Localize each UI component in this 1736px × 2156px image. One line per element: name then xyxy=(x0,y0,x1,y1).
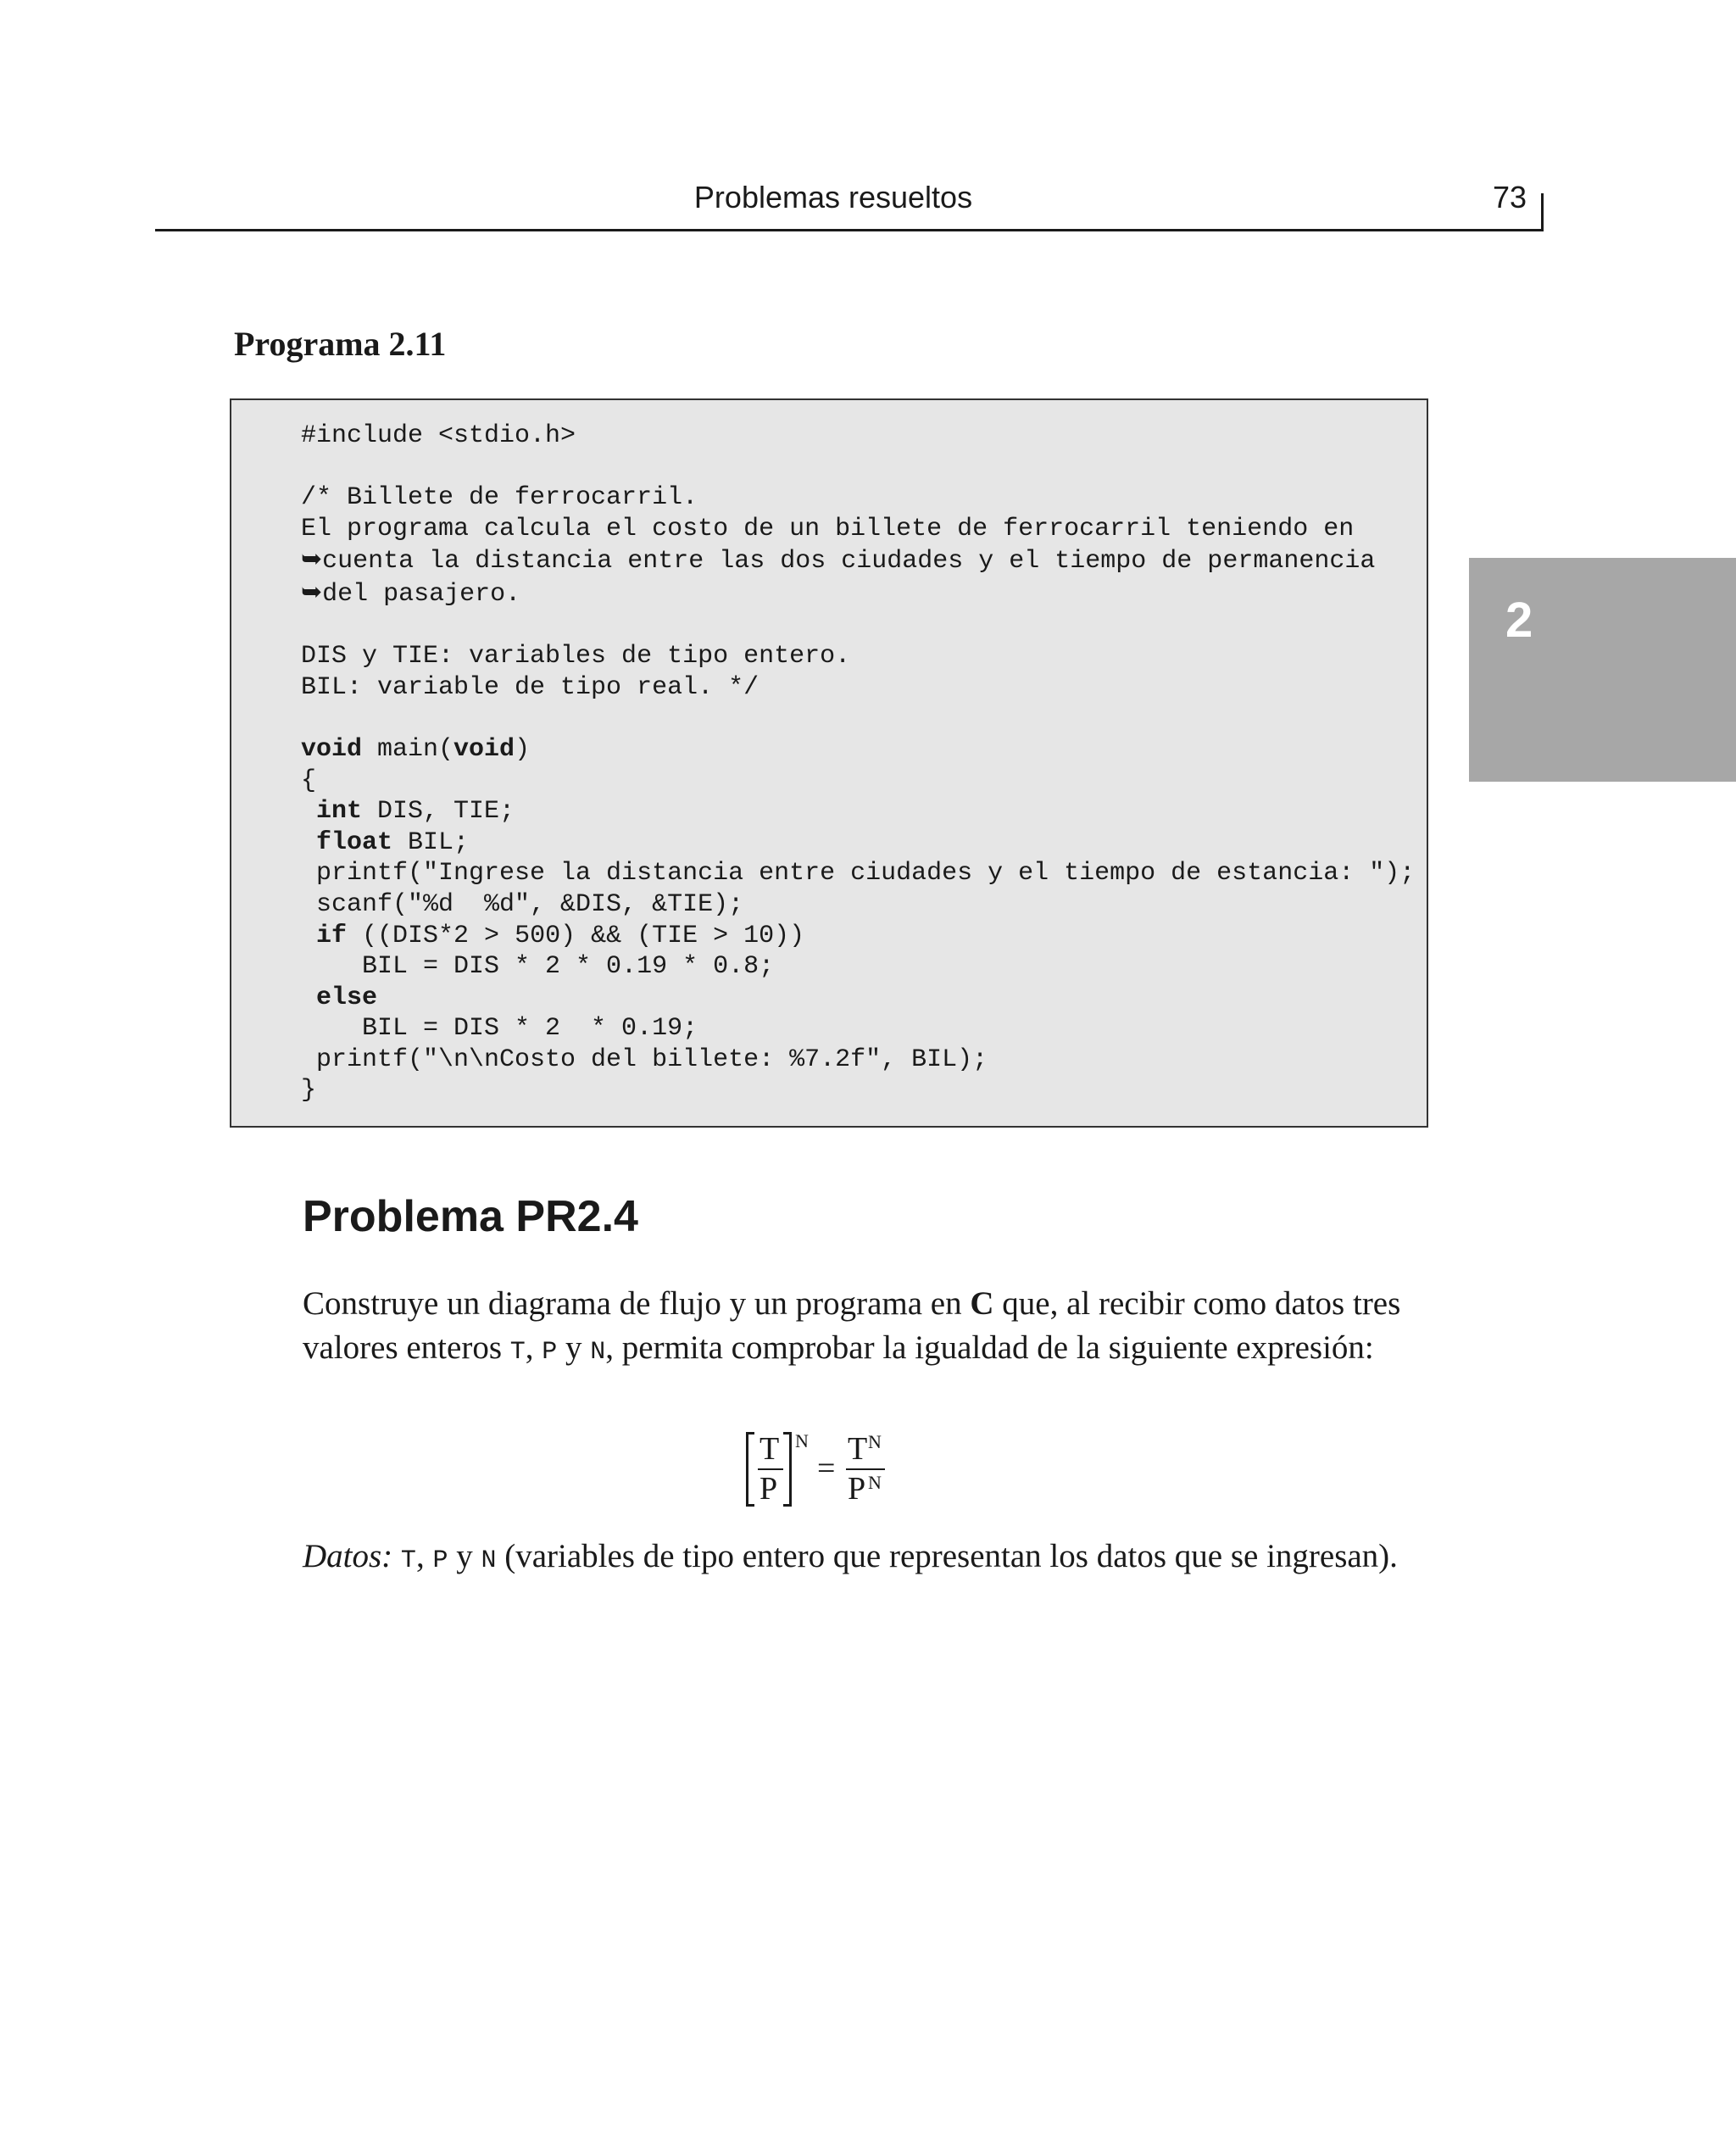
code-include: #include <stdio.h> xyxy=(301,421,576,450)
code-keyword: else xyxy=(316,983,378,1012)
separator: y xyxy=(557,1329,591,1366)
datos-label: Datos: xyxy=(303,1538,393,1574)
equals-sign: = xyxy=(817,1451,836,1486)
code-comment-line: /* Billete de ferrocarril. xyxy=(301,483,698,513)
separator: y xyxy=(448,1538,481,1574)
line-continuation-arrow-icon: ➥ xyxy=(301,577,323,607)
program-label: Programa 2.11 xyxy=(234,325,447,363)
equation xyxy=(746,1429,915,1513)
code-text: ((DIS*2 > 500) && (TIE > 10)) xyxy=(347,921,805,950)
statement-text: que, al recibir como datos tres valores enteros xyxy=(303,1285,1401,1366)
code-text: main( xyxy=(362,734,454,764)
code-keyword: void xyxy=(453,734,515,764)
separator: , xyxy=(415,1538,433,1574)
datos-line xyxy=(303,1535,1489,1583)
code-keyword: if xyxy=(316,921,348,950)
code-keyword: float xyxy=(316,827,393,857)
code-text: ) xyxy=(515,734,531,764)
code-text: } xyxy=(301,1076,317,1106)
chapter-tab xyxy=(1469,558,1736,782)
variable-n: N xyxy=(481,1546,497,1575)
chapter-number: 2 xyxy=(1505,593,1533,648)
code-text: scanf("%d %d", &DIS, &TIE); xyxy=(301,889,744,919)
lhs-exponent: N xyxy=(795,1430,809,1451)
rhs-denominator-exponent: N xyxy=(868,1472,882,1493)
statement-text: Construye un diagrama de flujo y un programa en xyxy=(303,1285,971,1322)
rhs-numerator-exponent: N xyxy=(868,1431,882,1452)
rhs-fraction-bar xyxy=(846,1468,885,1470)
code-text: DIS, TIE; xyxy=(362,797,515,827)
left-bracket xyxy=(746,1432,754,1507)
problem-title: Problema PR2.4 xyxy=(303,1192,638,1241)
datos-description: (variables de tipo entero que representan los datos que se ingresan). xyxy=(496,1538,1398,1574)
running-title: Problemas resueltos xyxy=(693,180,973,214)
rhs-numerator: T xyxy=(848,1431,868,1467)
line-continuation-arrow-icon: ➥ xyxy=(301,544,323,575)
code-text: BIL = DIS * 2 * 0.19; xyxy=(301,1014,698,1044)
code-text: BIL = DIS * 2 * 0.19 * 0.8; xyxy=(301,952,775,982)
lhs-numerator: T xyxy=(760,1431,780,1467)
separator: , xyxy=(525,1329,542,1366)
code-block xyxy=(301,421,1415,1106)
page-number-rule xyxy=(1541,193,1544,231)
code-comment-line: El programa calcula el costo de un billete de ferrocarril teniendo en xyxy=(301,514,1355,543)
code-text: { xyxy=(301,766,317,795)
rhs-denominator: P xyxy=(848,1471,866,1507)
variable-p: P xyxy=(542,1338,558,1367)
problem-statement xyxy=(303,1282,1438,1374)
code-text: printf("Ingrese la distancia entre ciudades y el tiempo de estancia: "); xyxy=(301,859,1416,889)
code-comment-line: cuenta la distancia entre las dos ciudades y el tiempo de permanencia xyxy=(322,547,1376,577)
lhs-denominator: P xyxy=(760,1471,778,1507)
variable-t: T xyxy=(400,1546,416,1575)
code-keyword: void xyxy=(301,734,363,764)
page-number: 73 xyxy=(1492,180,1527,214)
lhs-fraction-bar xyxy=(758,1468,783,1470)
running-header xyxy=(155,178,1544,231)
code-comment-line: BIL: variable de tipo real. */ xyxy=(301,672,760,702)
variable-t: T xyxy=(509,1338,526,1367)
code-comment-line: DIS y TIE: variables de tipo entero. xyxy=(301,642,851,671)
code-listing xyxy=(230,398,1428,1128)
language-name: C xyxy=(970,1285,994,1322)
code-comment-line: del pasajero. xyxy=(322,579,521,609)
statement-text: , permita comprobar la igualdad de la siguiente expresión: xyxy=(605,1329,1374,1366)
code-text: BIL; xyxy=(392,827,470,857)
code-text: printf("\n\nCosto del billete: %7.2f", BIL); xyxy=(301,1045,988,1074)
right-bracket xyxy=(783,1432,792,1507)
code-keyword: int xyxy=(316,797,363,827)
variable-p: P xyxy=(432,1546,448,1575)
variable-n: N xyxy=(590,1338,606,1367)
